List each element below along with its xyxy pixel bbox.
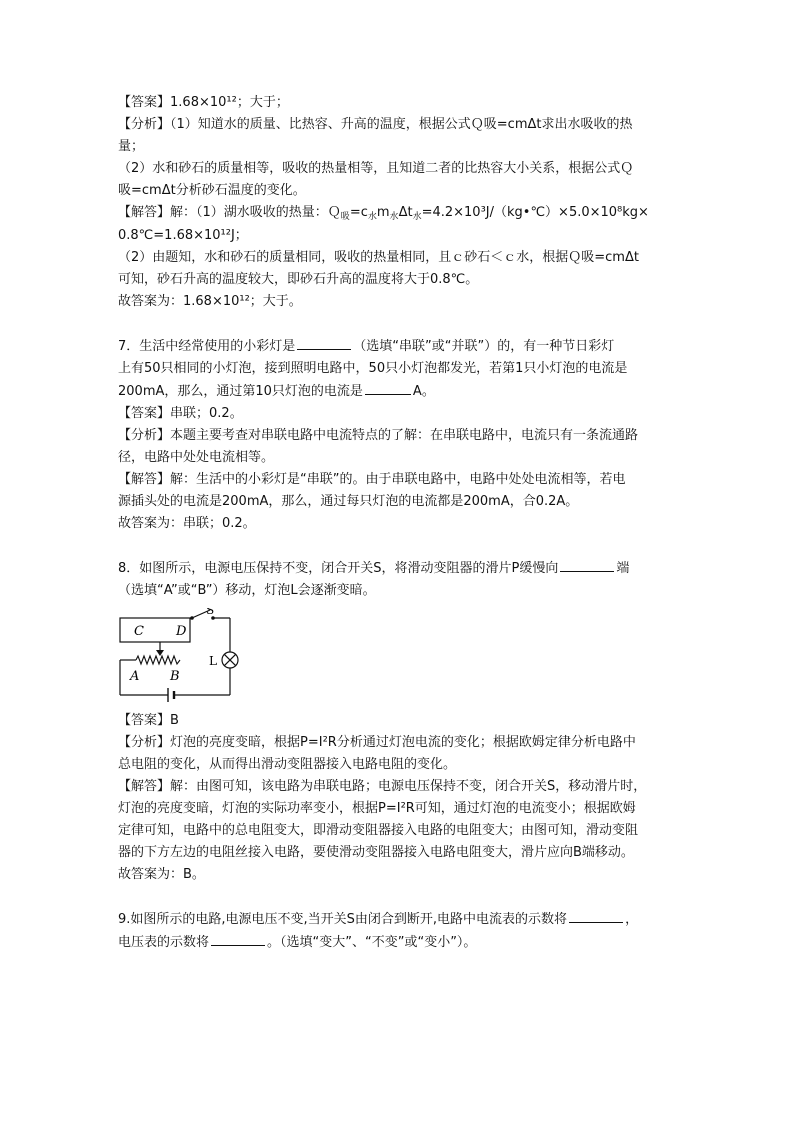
answer-blank[interactable] xyxy=(211,931,265,946)
q8-final-answer: 故答案为：B。 xyxy=(118,867,205,882)
answer-blank[interactable] xyxy=(560,557,614,572)
q6-analysis-line-3: （2）水和砂石的质量相等，吸收的热量相等，且知道二者的比热容大小关系，根据公式Ｑ xyxy=(118,161,634,176)
q7-final-answer: 故答案为：串联；0.2。 xyxy=(118,516,256,531)
q8-solution-line-3: 定律可知，电路中的总电阻变大，即滑动变阻器接入电路的电阻变大；由图可知，滑动变阻 xyxy=(118,823,639,838)
circuit-diagram xyxy=(118,608,682,706)
document-page xyxy=(118,92,682,954)
q7-stem-line-3: 200mA，那么，通过第10只灯泡的电流是 A。 xyxy=(118,380,682,403)
q6-final-answer: 故答案为：1.68×10¹²；大于。 xyxy=(118,294,302,309)
q6-solution-line-4: 可知，砂石升高的温度较大，即砂石升高的温度将大于0.8℃。 xyxy=(118,272,479,287)
spacer xyxy=(118,886,682,908)
answer-blank[interactable] xyxy=(297,335,351,350)
q8-answer: 【答案】B xyxy=(118,713,179,728)
q8-solution-line-2: 灯泡的亮度变暗，灯泡的实际功率变小，根据P=I²R可知，通过灯泡的电流变小；根据欧姆 xyxy=(118,801,636,816)
q7-answer: 【答案】串联；0.2。 xyxy=(118,406,243,421)
q6-solution-line-3: （2）由题知，水和砂石的质量相同，吸收的热量相同，且ｃ砂石＜ｃ水，根据Ｑ吸=cmΔt xyxy=(118,250,639,265)
circuit-diagram-svg xyxy=(118,608,248,706)
label-d: D xyxy=(176,624,187,639)
q7-stem-line-1: 7．生活中经常使用的小彩灯是 （选填“串联”或“并联”）的，有一种节日彩灯 xyxy=(118,335,682,358)
q6-analysis-line-4: 吸=cmΔt分析砂石温度的变化。 xyxy=(118,183,306,198)
q6-analysis-line-2: 量； xyxy=(118,139,145,154)
label-c: C xyxy=(134,624,144,639)
q7-analysis-line-1: 【分析】本题主要考查对串联电路中电流特点的了解：在串联电路中，电流只有一条流通路 xyxy=(118,428,639,443)
label-l: L xyxy=(209,654,217,668)
q8-solution-line-4: 器的下方左边的电阻丝接入电路，要使滑动变阻器接入电路电阻变大，滑片应向B端移动。 xyxy=(118,845,634,860)
q8-solution-line-1: 【解答】解：由图可知，该电路为串联电路；电源电压保持不变，闭合开关S，移动滑片时， xyxy=(118,779,647,794)
q9-stem-line-2: 电压表的示数将 。（选填“变大”、“不变”或“变小”）。 xyxy=(118,931,682,954)
q8-stem-line-1: 8．如图所示，电源电压保持不变，闭合开关S，将滑动变阻器的滑片P缓慢向 端 xyxy=(118,557,682,580)
q7-solution-line-1: 【解答】解：生活中的小彩灯是“串联”的。由于串联电路中，电路中处处电流相等，若电 xyxy=(118,472,626,487)
q9-stem-line-1: 9.如图所示的电路,电源电压不变,当开关S由闭合到断开,电路中电流表的示数将 ， xyxy=(118,908,682,931)
rheostat-resistor xyxy=(136,656,180,664)
slider-arrow-icon xyxy=(156,650,164,656)
label-b: B xyxy=(170,669,180,684)
q6-analysis-line-1: 【分析】（1）知道水的质量、比热容、升高的温度，根据公式Ｑ吸=cmΔt求出水吸收的热 xyxy=(118,117,633,132)
q8-analysis-line-2: 总电阻的变化，从而得出滑动变阻器接入电路电阻的变化。 xyxy=(118,757,457,772)
answer-blank[interactable] xyxy=(365,380,411,395)
q7-stem-line-2: 上有50只相同的小灯泡，接到照明电路中，50只小灯泡都发光，若第1只小灯泡的电流是 xyxy=(118,361,628,376)
q6-answer: 【答案】1.68×10¹²；大于； xyxy=(118,95,289,110)
q7-analysis-line-2: 径，电路中处处电流相等。 xyxy=(118,450,275,465)
answer-blank[interactable] xyxy=(569,908,623,923)
q6-solution-line-1: 【解答】解：（1）湖水吸收的热量：$Q_吸=c_水m_水\Delta t_水=4.2\times 10^3J/(kg•℃)\times 5.0\times 10^8kg\times$ xyxy=(118,205,649,222)
q6-solution-line-2: 0.8℃=1.68×10¹²J； xyxy=(118,228,248,243)
spacer xyxy=(118,313,682,335)
label-a: A xyxy=(130,669,140,684)
q8-stem-line-2: （选填“A”或“B”）移动，灯泡L会逐渐变暗。 xyxy=(118,583,376,598)
q7-solution-line-2: 源插头处的电流是200mA，那么，通过每只灯泡的电流都是200mA，合0.2A。 xyxy=(118,494,579,509)
label-s: S xyxy=(206,608,215,617)
q8-analysis-line-1: 【分析】灯泡的亮度变暗，根据P=I²R分析通过灯泡电流的变化；根据欧姆定律分析电路中 xyxy=(118,735,636,750)
spacer xyxy=(118,535,682,557)
